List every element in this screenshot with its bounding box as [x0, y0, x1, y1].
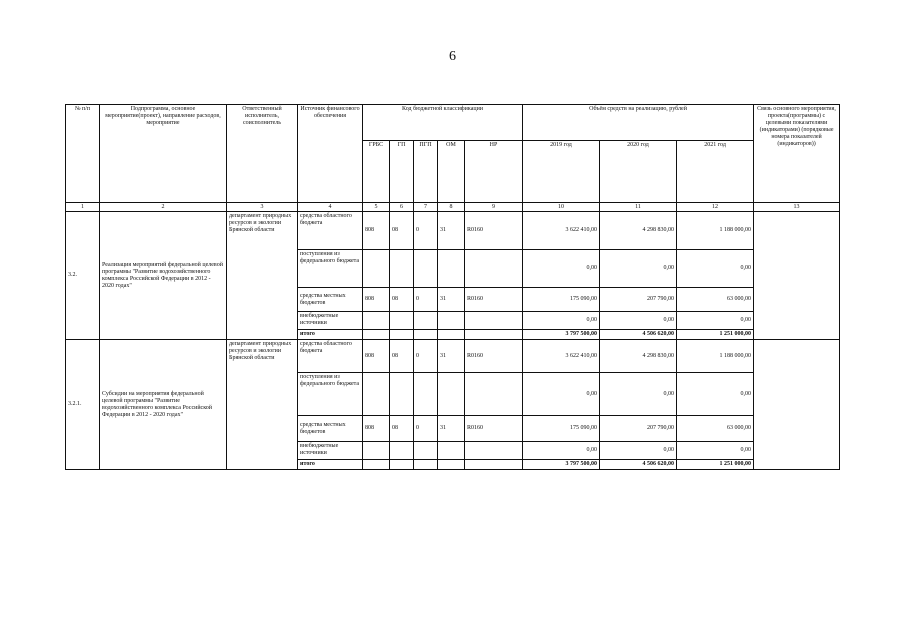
value-2020: 0,00	[600, 373, 677, 416]
pgp	[414, 373, 438, 416]
gp: 08	[390, 212, 414, 250]
header-nr: НР	[465, 141, 523, 203]
nr	[465, 373, 523, 416]
total-2019: 3 797 500,00	[523, 330, 600, 340]
pgp: 0	[414, 212, 438, 250]
om: 31	[438, 340, 465, 373]
column-number-row	[66, 203, 840, 212]
header-subprogram: Подпрограмма, основное мероприятие(проект), направление расходов, мероприятие	[100, 105, 227, 203]
value-2021: 0,00	[677, 373, 754, 416]
grbs: 808	[363, 340, 390, 373]
column-number: 7	[414, 203, 438, 212]
value-2019: 3 622 410,00	[523, 340, 600, 373]
table-block	[66, 212, 840, 340]
header-om: ОМ	[438, 141, 465, 203]
om: 31	[438, 288, 465, 312]
table-block	[66, 340, 840, 470]
header-kbk: Код бюджетной классификации	[363, 105, 523, 141]
nr	[465, 312, 523, 330]
column-number: 1	[66, 203, 100, 212]
source: средства областного бюджета	[298, 340, 363, 373]
column-number: 4	[298, 203, 363, 212]
source: поступления из федерального бюджета	[298, 250, 363, 288]
total-2021: 1 251 000,00	[677, 330, 754, 340]
total-label: итого	[298, 330, 363, 340]
indicator-link	[754, 212, 840, 340]
grbs: 808	[363, 416, 390, 442]
value-2019: 175 090,00	[523, 416, 600, 442]
header-link: Связь основного мероприятия, проекта(программы) с целевыми показателями (индикаторами) (порядковые номера показателей (индикаторов))	[754, 105, 840, 203]
total-2019: 3 797 500,00	[523, 460, 600, 470]
measure-name: Субсидии на мероприятия федеральной целевой программы "Развитие водохозяйственного комплекса Российской Федерации в 2012 - 2020 годах"	[100, 340, 227, 470]
indicator-link	[754, 340, 840, 470]
nr: R0160	[465, 416, 523, 442]
measure-name: Реализация мероприятий федеральной целевой программы "Развитие водохозяйственного комплекса Российской Федерации в 2012 - 2020 годах"	[100, 212, 227, 340]
header-grbs: ГРБС	[363, 141, 390, 203]
value-2021: 1 188 000,00	[677, 340, 754, 373]
value-2020: 0,00	[600, 250, 677, 288]
column-number: 5	[363, 203, 390, 212]
om	[438, 250, 465, 288]
total-2021: 1 251 000,00	[677, 460, 754, 470]
om	[438, 373, 465, 416]
header-pgp: ПГП	[414, 141, 438, 203]
column-number: 9	[465, 203, 523, 212]
grbs: 808	[363, 212, 390, 250]
pgp: 0	[414, 288, 438, 312]
gp: 08	[390, 288, 414, 312]
nr: R0160	[465, 288, 523, 312]
header-executor: Ответственный исполнитель, соисполнитель	[227, 105, 298, 203]
grbs	[363, 373, 390, 416]
column-number: 2	[100, 203, 227, 212]
pgp	[414, 442, 438, 460]
grbs: 808	[363, 288, 390, 312]
total-label: итого	[298, 460, 363, 470]
nr	[465, 250, 523, 288]
value-2019: 0,00	[523, 250, 600, 288]
value-2020: 0,00	[600, 312, 677, 330]
column-number: 13	[754, 203, 840, 212]
value-2019: 0,00	[523, 442, 600, 460]
value-2019: 0,00	[523, 312, 600, 330]
header-source: Источник финансового обеспечения	[298, 105, 363, 203]
budget-table	[65, 104, 840, 470]
value-2019: 3 622 410,00	[523, 212, 600, 250]
om	[438, 442, 465, 460]
om: 31	[438, 416, 465, 442]
gp	[390, 442, 414, 460]
gp	[390, 312, 414, 330]
column-number: 6	[390, 203, 414, 212]
nr	[465, 442, 523, 460]
executor: департамент природных ресурсов и экологии Брянской области	[227, 340, 298, 470]
source: средства местных бюджетов	[298, 416, 363, 442]
page-number: 6	[449, 49, 456, 64]
gp: 08	[390, 416, 414, 442]
source: внебюджетные источники	[298, 312, 363, 330]
column-number: 12	[677, 203, 754, 212]
pgp	[414, 250, 438, 288]
column-number: 11	[600, 203, 677, 212]
grbs	[363, 312, 390, 330]
value-2021: 0,00	[677, 442, 754, 460]
header-n: № п/п	[66, 105, 100, 203]
value-2021: 63 000,00	[677, 288, 754, 312]
column-number: 8	[438, 203, 465, 212]
executor: департамент природных ресурсов и экологии Брянской области	[227, 212, 298, 340]
table-row	[66, 212, 840, 250]
header-funds: Объём средств на реализацию, рублей	[523, 105, 754, 141]
om	[438, 312, 465, 330]
value-2019: 175 090,00	[523, 288, 600, 312]
om: 31	[438, 212, 465, 250]
pgp	[414, 312, 438, 330]
source: средства местных бюджетов	[298, 288, 363, 312]
gp: 08	[390, 340, 414, 373]
header-gp: ГП	[390, 141, 414, 203]
row-number: 3.2.	[66, 212, 100, 340]
value-2020: 4 298 830,00	[600, 340, 677, 373]
value-2021: 0,00	[677, 250, 754, 288]
column-number: 10	[523, 203, 600, 212]
pgp: 0	[414, 416, 438, 442]
source: средства областного бюджета	[298, 212, 363, 250]
value-2021: 1 188 000,00	[677, 212, 754, 250]
total-2020: 4 506 620,00	[600, 460, 677, 470]
table-row	[66, 340, 840, 373]
pgp: 0	[414, 340, 438, 373]
value-2019: 0,00	[523, 373, 600, 416]
value-2020: 207 790,00	[600, 416, 677, 442]
grbs	[363, 442, 390, 460]
value-2021: 63 000,00	[677, 416, 754, 442]
column-number: 3	[227, 203, 298, 212]
header-2019: 2019 год	[523, 141, 600, 203]
table-header	[66, 105, 840, 212]
total-2020: 4 506 620,00	[600, 330, 677, 340]
row-number: 3.2.1.	[66, 340, 100, 470]
source: внебюджетные источники	[298, 442, 363, 460]
header-2020: 2020 год	[600, 141, 677, 203]
nr: R0160	[465, 212, 523, 250]
value-2020: 0,00	[600, 442, 677, 460]
grbs	[363, 250, 390, 288]
header-2021: 2021 год	[677, 141, 754, 203]
value-2021: 0,00	[677, 312, 754, 330]
nr: R0160	[465, 340, 523, 373]
gp	[390, 373, 414, 416]
gp	[390, 250, 414, 288]
value-2020: 207 790,00	[600, 288, 677, 312]
value-2020: 4 298 830,00	[600, 212, 677, 250]
source: поступления из федерального бюджета	[298, 373, 363, 416]
